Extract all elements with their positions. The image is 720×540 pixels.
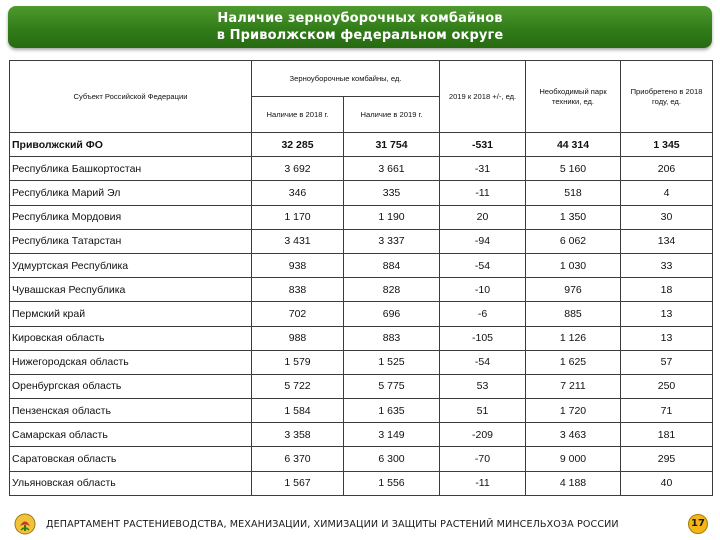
cell-needed: 518 — [526, 181, 621, 205]
row-name: Удмуртская Республика — [10, 253, 252, 277]
cell-needed: 885 — [526, 302, 621, 326]
cell-diff: -54 — [440, 350, 526, 374]
cell-diff: -10 — [440, 278, 526, 302]
row-name: Ульяновская область — [10, 471, 252, 495]
table-row — [10, 374, 713, 398]
cell-diff: -6 — [440, 302, 526, 326]
table-row — [10, 423, 713, 447]
row-name: Республика Марий Эл — [10, 181, 252, 205]
cell-acquired: 40 — [621, 471, 713, 495]
cell-acquired: 295 — [621, 447, 713, 471]
cell-acquired: 13 — [621, 326, 713, 350]
page-title-line1: Наличие зерноуборочных комбайнов — [217, 11, 503, 26]
cell-2019: 1 556 — [344, 471, 440, 495]
footer — [10, 512, 710, 536]
cell-diff: -11 — [440, 471, 526, 495]
cell-2018: 1 170 — [252, 205, 344, 229]
table-row — [10, 253, 713, 277]
cell-diff: -70 — [440, 447, 526, 471]
cell-acquired: 181 — [621, 423, 713, 447]
cell-acquired: 57 — [621, 350, 713, 374]
header-diff: 2019 к 2018 +/-, ед. — [440, 61, 526, 133]
table-row — [10, 302, 713, 326]
cell-acquired: 1 345 — [621, 133, 713, 157]
cell-acquired: 250 — [621, 374, 713, 398]
header-acquired: Приобретено в 2018 году, ед. — [621, 61, 713, 133]
cell-needed: 976 — [526, 278, 621, 302]
cell-needed: 5 160 — [526, 157, 621, 181]
page-title-banner — [8, 6, 712, 48]
cell-2018: 3 692 — [252, 157, 344, 181]
header-2019: Наличие в 2019 г. — [344, 97, 440, 133]
table-row — [10, 399, 713, 423]
cell-2019: 696 — [344, 302, 440, 326]
cell-2018: 5 722 — [252, 374, 344, 398]
cell-2018: 938 — [252, 253, 344, 277]
cell-needed: 4 188 — [526, 471, 621, 495]
cell-diff: 51 — [440, 399, 526, 423]
cell-needed: 1 030 — [526, 253, 621, 277]
cell-2018: 346 — [252, 181, 344, 205]
cell-2019: 884 — [344, 253, 440, 277]
cell-2018: 6 370 — [252, 447, 344, 471]
ministry-emblem-icon — [14, 513, 36, 535]
row-name: Республика Мордовия — [10, 205, 252, 229]
header-subject: Субъект Российской Федерации — [10, 61, 252, 133]
cell-2018: 838 — [252, 278, 344, 302]
cell-2019: 31 754 — [344, 133, 440, 157]
cell-2019: 1 635 — [344, 399, 440, 423]
table-row — [10, 205, 713, 229]
cell-2019: 883 — [344, 326, 440, 350]
cell-acquired: 18 — [621, 278, 713, 302]
cell-acquired: 206 — [621, 157, 713, 181]
table-row — [10, 229, 713, 253]
table-row — [10, 447, 713, 471]
row-name: Оренбургская область — [10, 374, 252, 398]
cell-2018: 3 358 — [252, 423, 344, 447]
cell-2019: 6 300 — [344, 447, 440, 471]
cell-2018: 702 — [252, 302, 344, 326]
cell-2018: 1 584 — [252, 399, 344, 423]
table-row — [10, 181, 713, 205]
table-row — [10, 157, 713, 181]
row-name: Республика Татарстан — [10, 229, 252, 253]
row-name: Пермский край — [10, 302, 252, 326]
table-row — [10, 278, 713, 302]
cell-diff: -54 — [440, 253, 526, 277]
cell-2018: 32 285 — [252, 133, 344, 157]
cell-2018: 1 567 — [252, 471, 344, 495]
cell-acquired: 4 — [621, 181, 713, 205]
cell-acquired: 33 — [621, 253, 713, 277]
cell-acquired: 134 — [621, 229, 713, 253]
footer-department-text: ДЕПАРТАМЕНТ РАСТЕНИЕВОДСТВА, МЕХАНИЗАЦИИ, ХИМИЗАЦИИ И ЗАЩИТЫ РАСТЕНИЙ МИНСЕЛЬХОЗА РОССИИ — [46, 518, 619, 530]
cell-2019: 3 337 — [344, 229, 440, 253]
cell-2019: 1 525 — [344, 350, 440, 374]
cell-needed: 9 000 — [526, 447, 621, 471]
page-number-badge: 17 — [688, 514, 708, 534]
table-row — [10, 326, 713, 350]
cell-needed: 44 314 — [526, 133, 621, 157]
cell-2018: 3 431 — [252, 229, 344, 253]
row-name: Самарская область — [10, 423, 252, 447]
header-needed: Необходимый парк техники, ед. — [526, 61, 621, 133]
cell-acquired: 71 — [621, 399, 713, 423]
page-title-line2: в Приволжском федеральном округе — [216, 28, 504, 43]
header-2018: Наличие в 2018 г. — [252, 97, 344, 133]
row-name: Пензенская область — [10, 399, 252, 423]
cell-diff: -31 — [440, 157, 526, 181]
row-name: Чувашская Республика — [10, 278, 252, 302]
cell-2019: 3 661 — [344, 157, 440, 181]
cell-diff: -94 — [440, 229, 526, 253]
cell-diff: -11 — [440, 181, 526, 205]
cell-2019: 3 149 — [344, 423, 440, 447]
row-name: Приволжский ФО — [10, 133, 252, 157]
row-name: Кировская область — [10, 326, 252, 350]
cell-diff: 53 — [440, 374, 526, 398]
table-row-total — [10, 133, 713, 157]
cell-2019: 1 190 — [344, 205, 440, 229]
cell-2018: 988 — [252, 326, 344, 350]
cell-acquired: 30 — [621, 205, 713, 229]
table-row — [10, 471, 713, 495]
cell-needed: 1 720 — [526, 399, 621, 423]
combines-table — [9, 60, 713, 496]
cell-diff: 20 — [440, 205, 526, 229]
cell-needed: 1 625 — [526, 350, 621, 374]
cell-needed: 1 126 — [526, 326, 621, 350]
cell-2019: 5 775 — [344, 374, 440, 398]
cell-diff: -209 — [440, 423, 526, 447]
cell-2018: 1 579 — [252, 350, 344, 374]
row-name: Республика Башкортостан — [10, 157, 252, 181]
cell-diff: -531 — [440, 133, 526, 157]
cell-needed: 1 350 — [526, 205, 621, 229]
cell-needed: 3 463 — [526, 423, 621, 447]
row-name: Саратовская область — [10, 447, 252, 471]
row-name: Нижегородская область — [10, 350, 252, 374]
cell-needed: 6 062 — [526, 229, 621, 253]
cell-needed: 7 211 — [526, 374, 621, 398]
header-combines-group: Зерноуборочные комбайны, ед. — [252, 61, 440, 97]
table-row — [10, 350, 713, 374]
cell-acquired: 13 — [621, 302, 713, 326]
cell-2019: 335 — [344, 181, 440, 205]
cell-diff: -105 — [440, 326, 526, 350]
cell-2019: 828 — [344, 278, 440, 302]
